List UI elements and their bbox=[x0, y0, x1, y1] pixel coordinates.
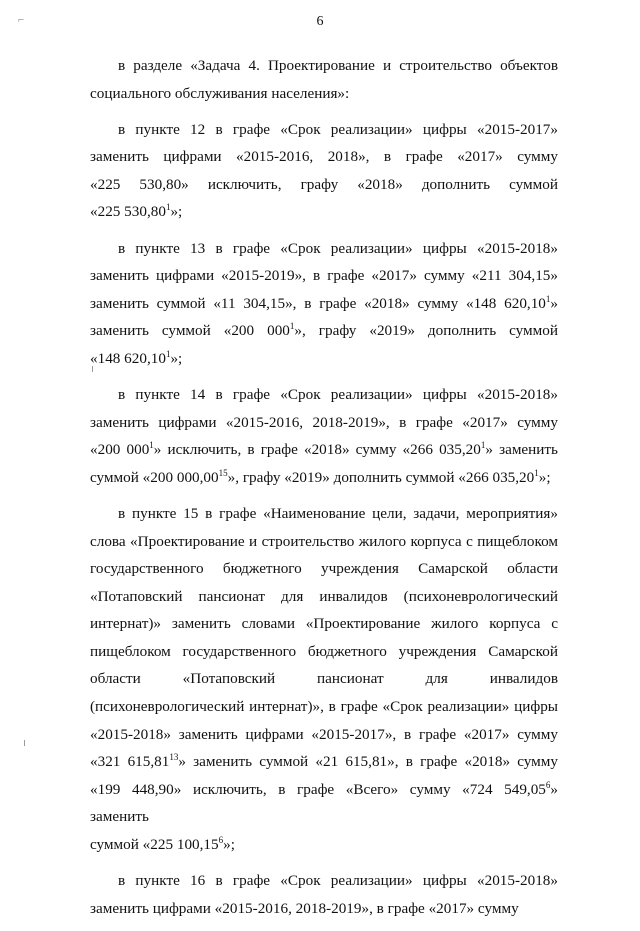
text-line: «Потаповский пансионат для инвалидов (психоневрологический bbox=[90, 587, 558, 605]
paragraph bbox=[90, 381, 558, 491]
text-line: в пункте 12 в графе «Срок реализации» цифры «2015-2017» bbox=[118, 120, 558, 138]
text-line: в пункте 13 в графе «Срок реализации» цифры «2015-2018» bbox=[118, 239, 558, 257]
document-body bbox=[90, 52, 558, 931]
text-line: «321 615,81$^{13}$» заменить суммой «21 615,81», в графе «2018» сумму bbox=[90, 752, 559, 771]
paragraph bbox=[90, 52, 558, 107]
text-line: области «Потаповский пансионат для инвалидов bbox=[90, 670, 558, 688]
margin-tick bbox=[24, 740, 25, 746]
text-line: «225 530,80$^1$»; bbox=[90, 202, 183, 221]
text-line: суммой «200 000,00$^{15}$», графу «2019» дополнить суммой «266 035,20$^1$»; bbox=[90, 467, 551, 486]
text-line: слова «Проектирование и строительство жилого корпуса с пищеблоком bbox=[90, 532, 558, 550]
page-number: 6 bbox=[316, 14, 324, 29]
text-line: в пункте 15 в графе «Наименование цели, задачи, мероприятия» bbox=[118, 504, 558, 522]
scan-mark: ⌐ bbox=[18, 14, 25, 26]
text-line: «2015-2018» заменить цифрами «2015-2017», в графе «2017» сумму bbox=[90, 725, 558, 743]
text-line: заменить цифрами «2015-2016, 2018-2019», в графе «2017» сумму bbox=[90, 413, 558, 431]
text-line: суммой «225 100,15$^6$»; bbox=[90, 834, 235, 854]
text-line: заменить цифрами «2015-2016, 2018-2019», в графе «2017» сумму bbox=[90, 899, 519, 917]
text-line: в пункте 14 в графе «Срок реализации» цифры «2015-2018» bbox=[118, 386, 558, 404]
text-line: заменить суммой «11 304,15», в графе «2018» сумму «148 620,10$^1$» bbox=[90, 293, 558, 312]
text-line: интернат)» заменить словами «Проектирование жилого корпуса с bbox=[90, 615, 558, 633]
text-line: заменить цифрами «2015-2016, 2018», в графе «2017» сумму bbox=[90, 148, 558, 166]
paragraph bbox=[90, 235, 558, 373]
text-line: «148 620,10$^1$»; bbox=[90, 348, 183, 367]
text-line: заменить суммой «200 $000^1$», графу «2019» дополнить суммой bbox=[90, 321, 558, 340]
paragraph bbox=[90, 867, 558, 922]
text-line: «225 530,80» исключить, графу «2018» дополнить суммой bbox=[90, 175, 558, 193]
text-line: государственного бюджетного учреждения Самарской области bbox=[90, 560, 558, 578]
text-line: пищеблоком государственного бюджетного учреждения Самарской bbox=[90, 642, 558, 660]
text-line: в разделе «Задача 4. Проектирование и строительство объектов bbox=[118, 57, 558, 74]
text-line: (психоневрологический интернат)», в графе «Срок реализации» цифры bbox=[90, 698, 558, 716]
text-line: социального обслуживания населения»: bbox=[90, 84, 350, 102]
text-line: «200 $000^1$» исключить, в графе «2018» сумму «266 035,20$^1$» заменить bbox=[90, 440, 558, 459]
text-line: в пункте 16 в графе «Срок реализации» цифры «2015-2018» bbox=[118, 872, 558, 890]
paragraph bbox=[90, 500, 558, 859]
paragraph bbox=[90, 116, 558, 226]
text-line: «199 448,90» исключить, в графе «Всего» сумму «724 549,05$^6$» заменить bbox=[90, 779, 558, 826]
text-line: заменить цифрами «2015-2019», в графе «2017» сумму «211 304,15» bbox=[90, 267, 558, 285]
